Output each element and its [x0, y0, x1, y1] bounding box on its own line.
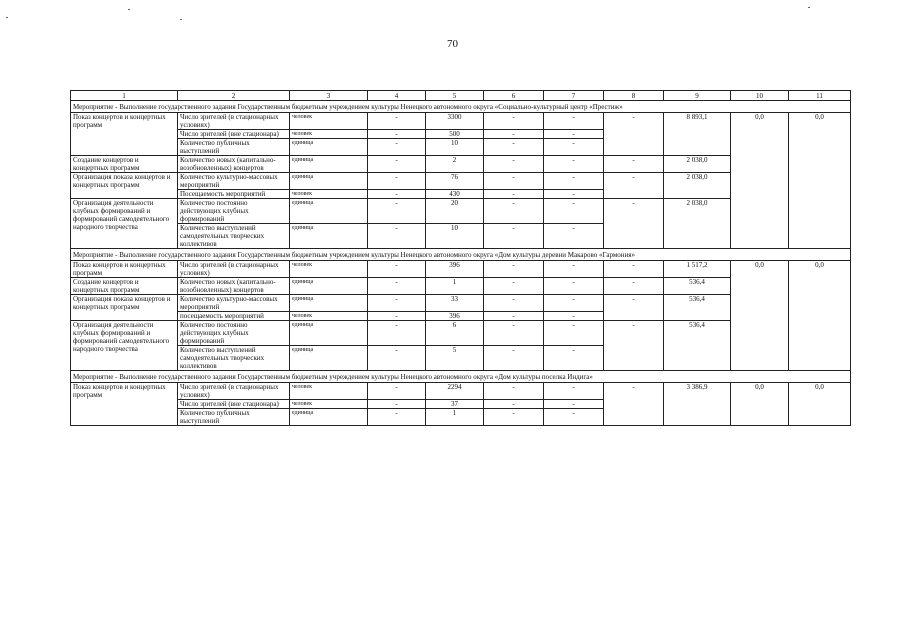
value-col7: -: [544, 295, 604, 312]
value-col5: 396: [426, 312, 484, 321]
indicator-name: посещаемость мероприятий: [178, 312, 290, 321]
value-col5: 396: [426, 261, 484, 278]
funding-amount: 536,4: [664, 278, 731, 295]
value-col5: 3300: [426, 113, 484, 130]
value-col5: 33: [426, 295, 484, 312]
value-col6: -: [484, 113, 544, 130]
indicator-name: Посещаемость мероприятий: [178, 190, 290, 199]
value-col4: -: [368, 156, 426, 173]
value-col7: -: [544, 261, 604, 278]
unit: человек: [290, 190, 368, 199]
value-col6: -: [484, 321, 544, 346]
value-col10: 0,0: [731, 261, 789, 371]
column-number: 7: [544, 91, 604, 101]
value-col6: -: [484, 295, 544, 312]
value-col5: 10: [426, 224, 484, 249]
unit: единица: [290, 321, 368, 346]
scan-speck: [808, 7, 810, 8]
value-col5: 10: [426, 139, 484, 156]
unit: человек: [290, 312, 368, 321]
value-col7: -: [544, 156, 604, 173]
value-col5: 37: [426, 400, 484, 409]
unit: единица: [290, 199, 368, 224]
indicator-name: Количество публичных выступлений: [178, 139, 290, 156]
value-col7: -: [544, 400, 604, 409]
value-col6: -: [484, 383, 544, 400]
indicator-name: Количество выступлений самодеятельных творческих коллективов: [178, 224, 290, 249]
value-col4: -: [368, 400, 426, 409]
unit: человек: [290, 130, 368, 139]
value-col6: -: [484, 261, 544, 278]
value-col8: -: [604, 199, 664, 249]
value-col7: -: [544, 312, 604, 321]
value-col7: -: [544, 409, 604, 426]
value-col8: -: [604, 321, 664, 371]
value-col4: -: [368, 278, 426, 295]
column-number: 5: [426, 91, 484, 101]
funding-amount: 3 386,9: [664, 383, 731, 426]
value-col5: 5: [426, 346, 484, 371]
column-number: 4: [368, 91, 426, 101]
funding-amount: 2 038,0: [664, 173, 731, 199]
value-col7: -: [544, 139, 604, 156]
column-number: 1: [71, 91, 178, 101]
budget-table: [70, 90, 851, 426]
event-title: Мероприятие - Выполнение государственного задания Государственным бюджетным учреждением культуры Ненецкого автономного округа «Социально-культурный центр «Престиж»: [71, 101, 851, 113]
indicator-name: Число зрителей (в стационарных условиях): [178, 261, 290, 278]
column-number: 8: [604, 91, 664, 101]
value-col4: -: [368, 409, 426, 426]
value-col10: 0,0: [731, 383, 789, 426]
value-col4: -: [368, 346, 426, 371]
value-col7: -: [544, 224, 604, 249]
unit: единица: [290, 346, 368, 371]
event-title: Мероприятие - Выполнение государственного задания Государственным бюджетным учреждением культуры Ненецкого автономного округа «Дом культуры поселка Индига»: [71, 371, 851, 383]
value-col7: -: [544, 278, 604, 295]
table-body: [71, 91, 851, 426]
unit: единица: [290, 224, 368, 249]
indicator-name: Количество культурно-массовых мероприятий: [178, 295, 290, 312]
value-col8: -: [604, 173, 664, 199]
page-number: 70: [447, 38, 458, 50]
scan-speck: [128, 9, 130, 10]
table-row: [71, 261, 851, 278]
unit: единица: [290, 295, 368, 312]
value-col4: -: [368, 224, 426, 249]
value-col6: -: [484, 409, 544, 426]
unit: человек: [290, 383, 368, 400]
event-title-row: [71, 249, 851, 261]
value-col6: -: [484, 139, 544, 156]
event-title-row: [71, 371, 851, 383]
value-col5: 76: [426, 173, 484, 190]
unit: единица: [290, 156, 368, 173]
value-col7: -: [544, 199, 604, 224]
value-col4: -: [368, 295, 426, 312]
value-col6: -: [484, 156, 544, 173]
indicator-name: Количество выступлений самодеятельных творческих коллективов: [178, 346, 290, 371]
value-col5: 1: [426, 278, 484, 295]
value-col7: -: [544, 190, 604, 199]
service-name: Показ концертов и концертных программ: [71, 113, 178, 156]
indicator-name: Количество новых (капитально-возобновленных) концертов: [178, 278, 290, 295]
indicator-name: Количество новых (капитально-возобновленных) концертов: [178, 156, 290, 173]
indicator-name: Число зрителей (вне стационара): [178, 400, 290, 409]
value-col5: 20: [426, 199, 484, 224]
value-col4: -: [368, 312, 426, 321]
value-col11: 0,0: [789, 113, 851, 249]
indicator-name: Число зрителей (в стационарных условиях): [178, 383, 290, 400]
column-number: 2: [178, 91, 290, 101]
value-col5: 430: [426, 190, 484, 199]
unit: человек: [290, 400, 368, 409]
table-row: [71, 113, 851, 130]
value-col6: -: [484, 400, 544, 409]
value-col8: -: [604, 261, 664, 278]
value-col6: -: [484, 312, 544, 321]
value-col6: -: [484, 199, 544, 224]
funding-amount: 8 893,1: [664, 113, 731, 156]
indicator-name: Количество культурно-массовых мероприятий: [178, 173, 290, 190]
value-col10: 0,0: [731, 113, 789, 249]
event-title: Мероприятие - Выполнение государственного задания Государственным бюджетным учреждением культуры Ненецкого автономного округа «Дом культуры деревни Макарово «Гармония»: [71, 249, 851, 261]
unit: единица: [290, 139, 368, 156]
service-name: Организация деятельности клубных формирований и формирований самодеятельного народного творчества: [71, 199, 178, 249]
value-col8: -: [604, 383, 664, 426]
service-name: Создание концертов и концертных программ: [71, 278, 178, 295]
unit: единица: [290, 409, 368, 426]
value-col5: 500: [426, 130, 484, 139]
funding-amount: 1 517,2: [664, 261, 731, 278]
column-number: 10: [731, 91, 789, 101]
value-col6: -: [484, 346, 544, 371]
value-col4: -: [368, 190, 426, 199]
value-col5: 2: [426, 156, 484, 173]
indicator-name: Число зрителей (вне стационара): [178, 130, 290, 139]
service-name: Создание концертов и концертных программ: [71, 156, 178, 173]
value-col6: -: [484, 224, 544, 249]
value-col5: 2294: [426, 383, 484, 400]
funding-amount: 536,4: [664, 295, 731, 321]
scan-speck: [6, 17, 8, 18]
value-col7: -: [544, 173, 604, 190]
column-number: 3: [290, 91, 368, 101]
value-col5: 1: [426, 409, 484, 426]
value-col7: -: [544, 346, 604, 371]
value-col6: -: [484, 130, 544, 139]
service-name: Организация показа концертов и концертных программ: [71, 295, 178, 321]
indicator-name: Количество постоянно действующих клубных формирований: [178, 321, 290, 346]
value-col11: 0,0: [789, 261, 851, 371]
unit: человек: [290, 261, 368, 278]
indicator-name: Количество публичных выступлений: [178, 409, 290, 426]
funding-amount: 2 038,0: [664, 156, 731, 173]
value-col4: -: [368, 139, 426, 156]
value-col8: -: [604, 295, 664, 321]
funding-amount: 536,4: [664, 321, 731, 371]
unit: единица: [290, 173, 368, 190]
scan-speck: [180, 19, 182, 20]
value-col4: -: [368, 113, 426, 130]
indicator-name: Количество постоянно действующих клубных формирований: [178, 199, 290, 224]
value-col4: -: [368, 321, 426, 346]
value-col4: -: [368, 173, 426, 190]
table-row: [71, 383, 851, 400]
value-col7: -: [544, 321, 604, 346]
indicator-name: Число зрителей (в стационарных условиях): [178, 113, 290, 130]
unit: человек: [290, 113, 368, 130]
event-title-row: [71, 101, 851, 113]
value-col4: -: [368, 130, 426, 139]
value-col4: -: [368, 199, 426, 224]
unit: единица: [290, 278, 368, 295]
value-col11: 0,0: [789, 383, 851, 426]
column-number: 6: [484, 91, 544, 101]
service-name: Показ концертов и концертных программ: [71, 383, 178, 426]
value-col6: -: [484, 278, 544, 295]
value-col4: -: [368, 261, 426, 278]
value-col7: -: [544, 113, 604, 130]
value-col7: -: [544, 383, 604, 400]
service-name: Показ концертов и концертных программ: [71, 261, 178, 278]
column-number: 11: [789, 91, 851, 101]
value-col6: -: [484, 190, 544, 199]
value-col8: -: [604, 278, 664, 295]
value-col7: -: [544, 130, 604, 139]
value-col6: -: [484, 173, 544, 190]
value-col4: -: [368, 383, 426, 400]
column-number-row: [71, 91, 851, 101]
value-col5: 6: [426, 321, 484, 346]
service-name: Организация деятельности клубных формирований и формирований самодеятельного народного творчества: [71, 321, 178, 371]
service-name: Организация показа концертов и концертных программ: [71, 173, 178, 199]
funding-amount: 2 038,0: [664, 199, 731, 249]
column-number: 9: [664, 91, 731, 101]
value-col8: -: [604, 113, 664, 156]
value-col8: -: [604, 156, 664, 173]
